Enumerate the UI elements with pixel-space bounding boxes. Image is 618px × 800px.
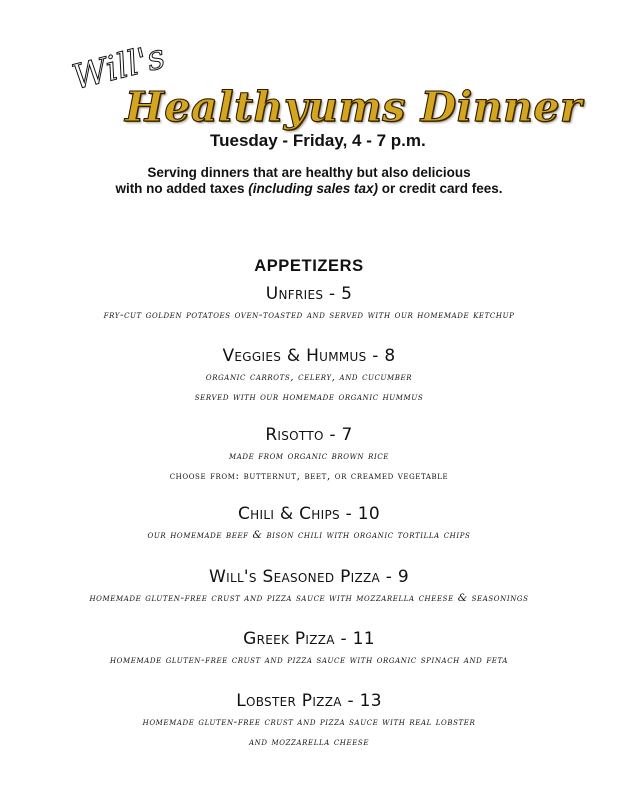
menu-item-name: Veggies & Hummus - 8 (222, 346, 396, 366)
menu-item-name: Risotto - 7 (265, 425, 353, 445)
menu-item-description: choose from: butternut, beet, or creamed vegetable (169, 470, 449, 482)
intro-text (0, 165, 618, 197)
intro-line-1: Serving dinners that are healthy but also delicious (147, 165, 471, 180)
section-title-appetizers: APPETIZERS (254, 257, 364, 275)
logo-healthyums-dinner-text: Healthyums Dinner (125, 83, 583, 131)
menu-item-description: homemade gluten-free crust and pizza sauce with organic spinach and feta (109, 654, 509, 666)
menu-item-description: served with our homemade organic hummus (194, 391, 424, 403)
intro-line-2-end: or credit card fees. (378, 181, 503, 196)
menu-item-description: organic carrots, celery, and cucumber (205, 371, 413, 383)
service-hours: Tuesday - Friday, 4 - 7 p.m. (210, 131, 426, 150)
menu-item-risotto (0, 424, 618, 486)
menu-item-name: Lobster Pizza - 13 (236, 691, 382, 711)
menu-item-greek-pizza (0, 628, 618, 670)
intro-line-2-emphasis: (including sales tax) (248, 181, 378, 196)
menu-item-unfries (0, 283, 618, 325)
menu-item-name: Greek Pizza - 11 (243, 629, 375, 649)
menu-item-name: Unfries - 5 (265, 284, 353, 304)
menu-item-chili-chips (0, 503, 618, 545)
intro-line-2-start: with no added taxes (115, 181, 249, 196)
menu-item-veggies-hummus (0, 345, 618, 407)
menu-item-description: made from organic brown rice (228, 450, 389, 462)
menu-item-description: our homemade beef & bison chili with organic tortilla chips (147, 529, 471, 541)
menu-item-description: homemade gluten-free crust and pizza sauce with real lobster (142, 716, 476, 728)
restaurant-logo (0, 0, 618, 140)
menu-item-description: and mozzarella cheese (248, 736, 370, 748)
intro-line-2 (0, 181, 618, 197)
menu-item-wills-seasoned-pizza (0, 566, 618, 608)
menu-item-description: homemade gluten-free crust and pizza sauce with mozzarella cheese & seasonings (89, 592, 529, 604)
menu-item-name: Chili & Chips - 10 (238, 504, 380, 524)
menu-item-lobster-pizza (0, 690, 618, 752)
menu-item-name: Will's Seasoned Pizza - 9 (209, 567, 409, 587)
logo-wills-text: Will's (68, 36, 169, 98)
menu-item-description: fry-cut golden potatoes oven-toasted and served with our homemade ketchup (103, 309, 515, 321)
